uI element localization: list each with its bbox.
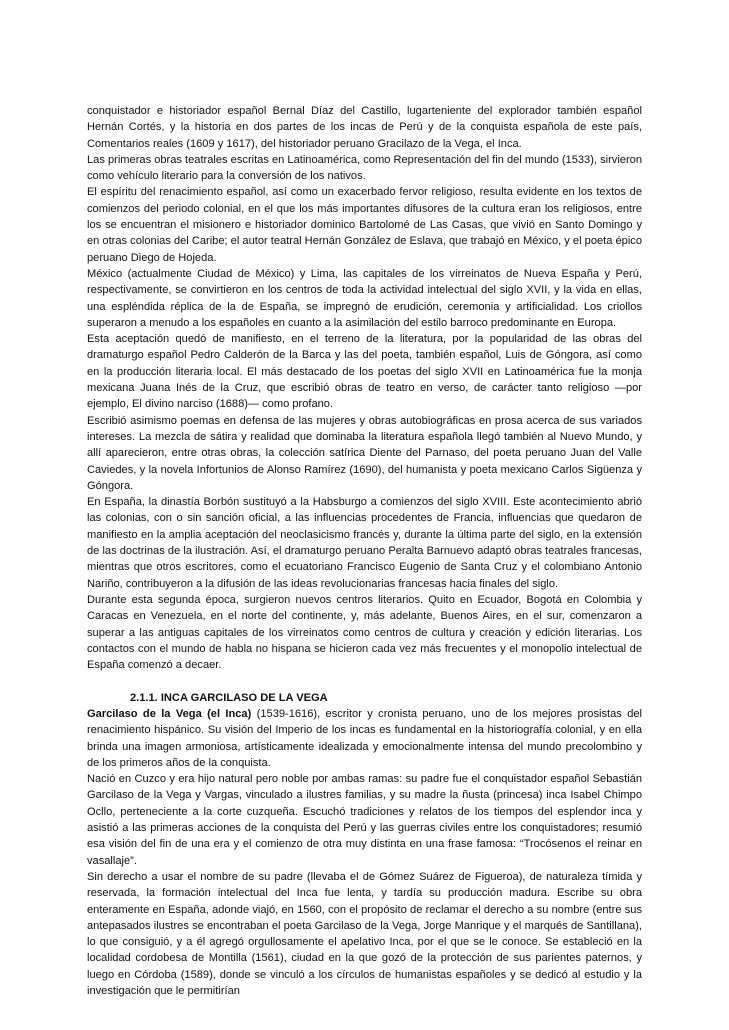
paragraph: En España, la dinastía Borbón sustituyó a la Habsburgo a comienzos del siglo XVIII. Este acontecimiento abrió las colonias, con o sin sanción oficial, a las influencias procedentes de Francia, influencias que quedaron de manifiesto en la amplia aceptación del neoclasicismo francés y, durante la última parte del siglo, en la extensión de las doctrinas de la ilustración. Así, el dramaturgo peruano Peralta Barnuevo adaptó obras teatrales francesas, mientras que otros escritores, como el ecuatoriano Francisco Eugenio de Santa Cruz y el colombiano Antonio Nariño, contribuyeron a la difusión de las ideas revolucionarias francesas hacia finales del siglo. xyxy=(87,496,642,590)
document-body xyxy=(87,103,642,999)
paragraph: Sin derecho a usar el nombre de su padre (llevaba el de Gómez Suárez de Figueroa), de naturaleza tímida y reservada, la formación intelectual del Inca fue lenta, y tardía su producción madura. Escribe su obra enteramente en España, adonde viajó, en 1560, con el propósito de reclamar el derecho a su nombre (entre sus antepasados ilustres se encontraban el poeta Garcilaso de la Vega, Jorge Manrique y el marqués de Santillana), lo que consiguió, y a él agregó orgullosamente el apelativo Inca, por el que se le conoce. Se estableció en la localidad cordobesa de Montilla (1561), ciudad en la que gozó de la protección de sus parientes paternos, y luego en Córdoba (1589), donde se vinculó a los círculos de humanistas españoles y se dedicó al estudio y la investigación que le permitirían xyxy=(87,870,642,998)
paragraph: Durante esta segunda época, surgieron nuevos centros literarios. Quito en Ecuador, Bogotá en Colombia y Caracas en Venezuela, en el norte del continente, y, más adelante, Buenos Aires, en el sur, comenzaron a superar a las antiguas capitales de los virreinatos como centros de cultura y creación y edición literarias. Los contactos con el mundo de habla no hispana se hicieron cada vez más frecuentes y el monopolio intelectual de España comenzó a decaer. xyxy=(87,593,642,672)
paragraph: Esta aceptación quedó de manifiesto, en el terreno de la literatura, por la popularidad de las obras del dramaturgo español Pedro Calderón de la Barca y las del poeta, también español, Luis de Góngora, así como en la producción literaria local. El más destacado de los poetas del siglo XVII en Latinoamérica fue la monja mexicana Juana Inés de la Cruz, que escribió obras de teatro en verso, de carácter tanto religioso —por ejemplo, El divino narciso (1688)— como profano. xyxy=(87,333,642,411)
paragraph: Las primeras obras teatrales escritas en Latinoamérica, como Representación del fin del mundo (1533), sirvieron como vehículo literario para la conversión de los nativos. xyxy=(87,153,642,183)
paragraph: Nació en Cuzco y era hijo natural pero noble por ambas ramas: su padre fue el conquistador español Sebastián Garcilaso de la Vega y Vargas, vinculado a ilustres familias, y su madre la ñusta (princesa) inca Isabel Chimpo Ocllo, perteneciente a la corte cuzqueña. Escuchó tradiciones y relatos de los tiempos del esplendor inca y asistió a las primeras acciones de la conquista del Perú y las guerras civiles entre los conquistadores; resumió esa visión del fin de una era y el comienzo de otra muy distinta en una frase famosa: “Trocósenos el reinar en vasallaje”. xyxy=(87,773,642,867)
section-heading: 2.1.1. INCA GARCILASO DE LA VEGA xyxy=(130,691,328,704)
section-lead-bold: Garcilaso de la Vega (el Inca) xyxy=(87,707,252,720)
paragraph: El espíritu del renacimiento español, así como un exacerbado fervor religioso, resulta evidente en los textos de comienzos del periodo colonial, en el que los más importantes difusores de la cultura eran los religiosos, entre los se encuentran el misionero e historiador dominico Bartolomé de Las Casas, que vivió en Santo Domingo y en otras colonias del Caribe; el autor teatral Hernán González de Eslava, que trabajó en México, y el poeta épico peruano Diego de Hojeda. xyxy=(87,186,643,264)
paragraph: Escribió asimismo poemas en defensa de las mujeres y obras autobiográficas en prosa acerca de sus variados intereses. La mezcla de sátira y realidad que dominaba la literatura española llegó también al Nuevo Mundo, y allí aparecieron, entre otras obras, la colección satírica Diente del Parnaso, del poeta peruano Juan del Valle Caviedes, y la novela Infortunios de Alonso Ramírez (1690), del humanista y poeta mexicano Carlos Sigüenza y Góngora. xyxy=(87,414,642,492)
blank-line xyxy=(87,673,642,689)
section-lead-paragraph xyxy=(87,706,642,771)
paragraph: conquistador e historiador español Bernal Díaz del Castillo, lugarteniente del explorador también español Hernán Cortés, y la historia en dos partes de los incas de Perú y de la conquista española de este país, Comentarios reales (1609 y 1617), del historiador peruano Gracilazo de la Vega, el Inca. xyxy=(87,105,642,150)
section-lead-text: (1539-1616), escritor y cronista peruano, uno de los mejores prosistas del renacimiento hispánico. Su visión del Imperio de los incas es fundamental en la historiografía colonial, y en ella brinda una imagen armoniosa, artísticamente idealizada y emocionalmente intensa del mundo precolombino y de los primeros años de la conquista. xyxy=(87,707,642,769)
paragraph: México (actualmente Ciudad de México) y Lima, las capitales de los virreinatos de Nueva España y Perú, respectivamente, se convirtieron en los centros de toda la actividad intelectual del siglo XVII, y la vida en ellas, una espléndida réplica de la de España, se impregnó de erudición, ceremonia y artificialidad. Los criollos superaron a menudo a los españoles en cuanto a la asimilación del estilo barroco predominante en Europa. xyxy=(87,267,642,329)
